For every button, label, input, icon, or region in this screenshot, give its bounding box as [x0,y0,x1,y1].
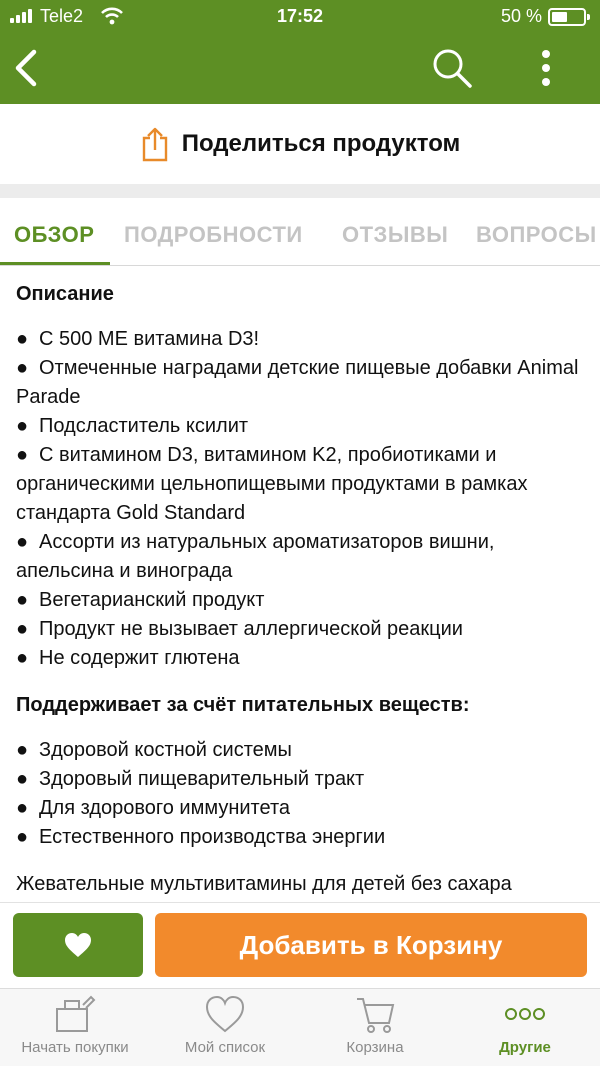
more-vertical-icon [530,44,562,92]
cart-icon [353,993,397,1035]
list-item: ● Ассорти из натуральных ароматизаторов вишни, апельсина и винограда [16,531,495,582]
battery-icon [548,8,586,26]
more-horizontal-icon [503,1004,547,1024]
heart-outline-icon [203,993,247,1035]
tabbar-item-cart[interactable] [300,989,450,1066]
tab-questions[interactable]: ВОПРОСЫ [476,222,597,247]
status-bar [0,0,600,34]
tab-details[interactable]: ПОДРОБНОСТИ [124,222,303,247]
section-divider [0,184,600,198]
list-item: ● С 500 МЕ витамина D3! [16,328,260,350]
search-icon [428,44,476,92]
list-item: ● Не содержит глютена [16,647,240,669]
list-item: ● Здоровой костной системы [16,739,292,761]
action-bar [0,902,600,988]
add-to-cart-button[interactable]: Добавить в Корзину [155,913,587,977]
more-options-button[interactable] [530,44,562,92]
battery-percent: 50 % [500,6,542,26]
shopping-bag-icon [53,993,97,1035]
product-summary-text: Жевательные мультивитамины для детей без сахара [16,873,512,895]
list-item: ● Подсластитель ксилит [16,415,249,437]
search-button[interactable] [428,44,476,92]
list-item: ● Вегетарианский продукт [16,589,265,611]
add-to-wishlist-button[interactable] [13,913,143,977]
chevron-left-icon [8,46,44,90]
back-button[interactable] [8,46,44,90]
share-product-button[interactable] [0,104,600,184]
product-overview [0,266,600,902]
description-list [16,325,584,673]
list-item: ● Естественного производства энергии [16,826,386,848]
share-label: Поделиться продуктом [181,130,461,157]
app-header [0,34,600,104]
share-icon [140,126,170,162]
support-list [16,736,584,852]
heart-icon [63,931,93,959]
carrier-name: Tele2 [40,6,84,26]
product-tabs [0,198,600,266]
tabbar-label: Мой список [184,1039,266,1056]
list-item: ● Здоровый пищеварительный тракт [16,768,365,790]
list-item: ● Продукт не вызывает аллергической реакции [16,618,463,640]
list-item: ● Для здорового иммунитета [16,797,290,819]
tabbar-label: Начать покупки [21,1039,129,1056]
bottom-tab-bar [0,988,600,1066]
tabbar-label: Корзина [346,1039,404,1056]
tabbar-item-wishlist[interactable] [150,989,300,1066]
description-heading: Описание [16,283,114,305]
status-time: 17:52 [276,6,324,26]
tabbar-label: Другие [499,1039,551,1056]
list-item: ● Отмеченные наградами детские пищевые добавки Animal Parade [16,357,579,408]
tab-reviews[interactable]: ОТЗЫВЫ [342,222,449,247]
tabbar-item-more[interactable] [450,989,600,1066]
top-bar [0,0,600,104]
support-heading: Поддерживает за счёт питательных веществ: [16,694,470,716]
tab-overview[interactable]: ОБЗОР [14,222,95,247]
list-item: ● С витамином D3, витамином K2, пробиотиками и органическими цельнопищевыми продуктами в рамках стандарта Gold Standard [16,444,528,524]
tabbar-item-shop[interactable] [0,989,150,1066]
